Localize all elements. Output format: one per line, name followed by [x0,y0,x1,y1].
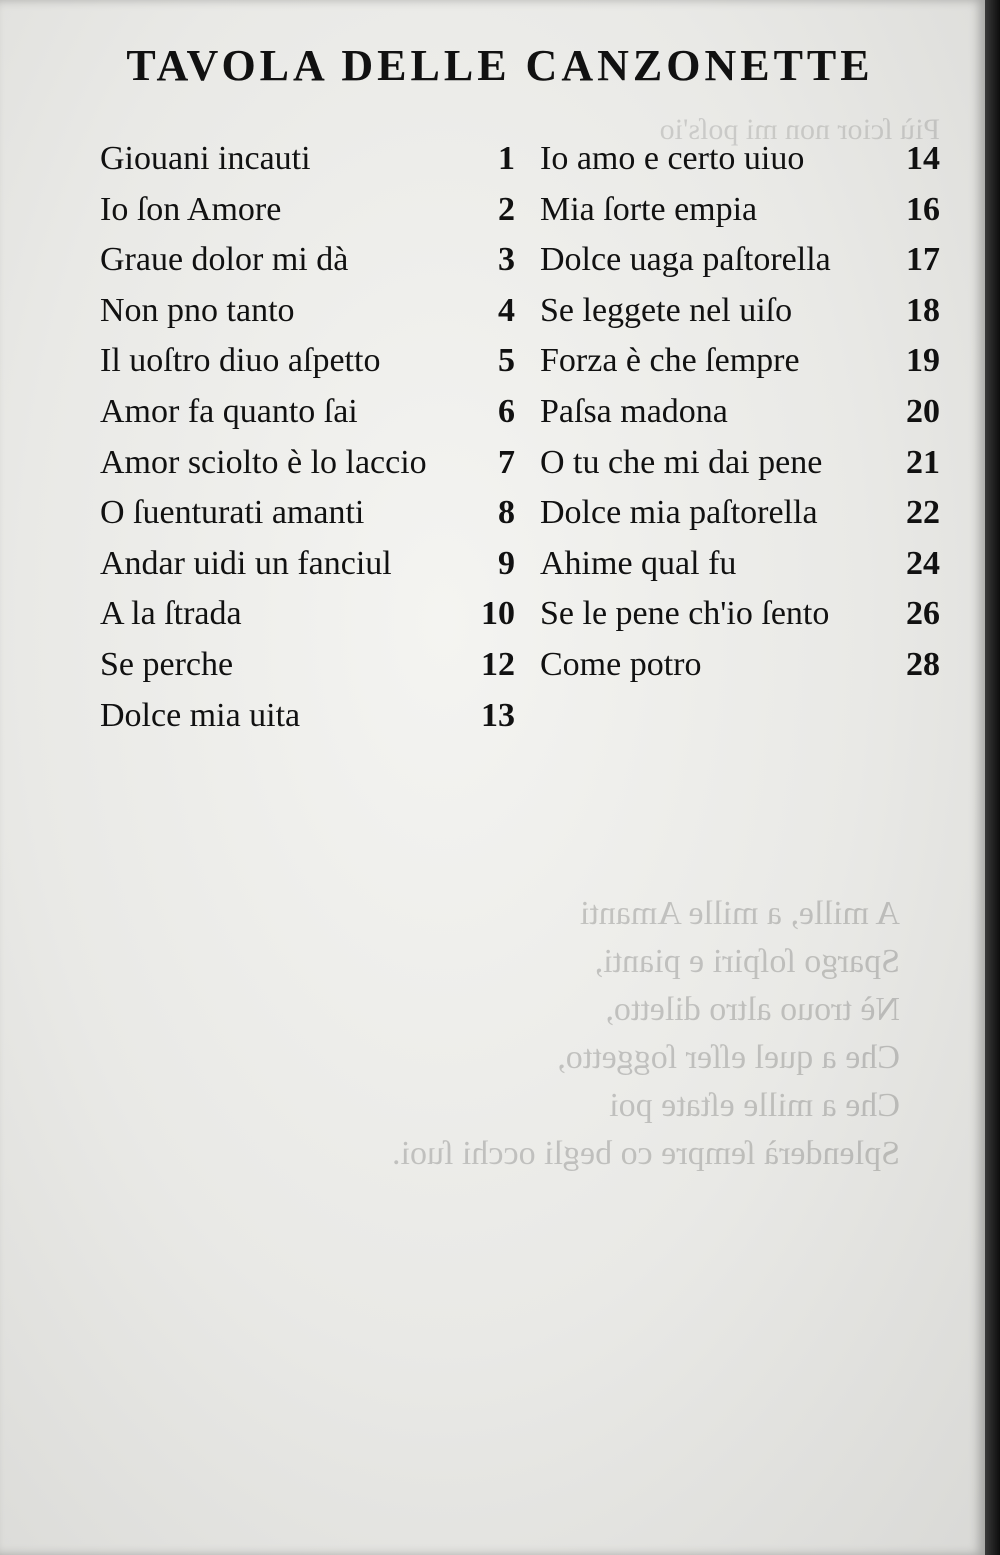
toc-entry-title: Mia ſorte empia [540,190,758,228]
page-title: TAVOLA DELLE CANZONETTE [126,41,874,90]
toc-entry [100,342,515,393]
toc-entry-title: Se leggete nel uiſo [540,291,793,329]
toc-entry-title: Io ſon Amore [100,190,282,228]
toc-entry-title: Amor fa quanto ſai [100,392,358,430]
toc-entry-page: 1 [498,140,515,177]
bleed-line: Che a quel eſſer ſoggetto, [557,1039,900,1076]
toc-entry-page: 24 [906,544,940,582]
toc-entry [540,646,940,697]
toc-entry-page: 19 [906,342,940,380]
toc-entry-title: Dolce uaga paſtorella [540,241,831,279]
toc-entry-page: 17 [906,241,940,279]
bleed-line: Che a mille eſtate poi [609,1087,900,1124]
toc-entry [540,292,940,343]
toc-entry [540,140,940,191]
toc-entry-page: 22 [906,494,940,532]
toc-entry [540,342,940,393]
toc-entry-page: 9 [498,544,515,582]
toc-entry-title: Non pno tanto [100,291,295,329]
toc-entry-page: 7 [498,443,515,481]
toc-entry-title: Paſsa madona [540,392,728,430]
toc-entry [100,140,515,191]
toc-entry-title: O tu che mi dai pene [540,443,823,481]
toc-entry-page: 13 [481,696,515,734]
toc-entry-title: Amor sciolto è lo laccio [100,443,427,481]
toc-entry [100,393,515,444]
toc-entry-title: Il uoſtro diuo aſpetto [100,342,381,380]
toc-entry-page: 21 [906,443,940,481]
toc-entry-page: 6 [498,392,515,430]
toc-entry-title: Dolce mia paſtorella [540,494,818,532]
book-spine [985,0,1000,1555]
toc-entry [540,393,940,444]
toc-entry-title: Ahime qual fu [540,544,737,582]
toc-entry-title: Giouani incauti [100,140,311,177]
toc-entry [100,444,515,495]
toc-entry-title: Io amo e certo uiuo [540,140,805,177]
toc-entry-page: 4 [498,291,515,329]
toc-entry [540,191,940,242]
toc-entry [100,241,515,292]
bleed-line: Spargo ſoſpiri e pianti, [594,943,900,980]
toc-entry [540,494,940,545]
toc-entry-title: Se perche [100,645,234,683]
toc-entry [100,292,515,343]
toc-entry-page: 10 [481,595,515,633]
toc-entry [100,191,515,242]
toc-column-left [100,140,515,747]
toc-entry-page: 16 [906,190,940,228]
toc-entry-page: 12 [481,645,515,683]
toc-entry-title: Andar uidi un fanciul [100,544,392,582]
bleed-line: Nè trouo altro diletto, [605,991,900,1028]
toc-entry [100,646,515,697]
toc-entry-page: 18 [906,291,940,329]
toc-entry-page: 3 [498,241,515,279]
toc-entry-page: 20 [906,392,940,430]
toc-entry [540,595,940,646]
toc-entry [100,595,515,646]
bleedthrough-text [240,890,900,1178]
toc-entry-title: Graue dolor mi dà [100,241,349,279]
bleed-line: A mille, a mille Amanti [579,895,900,932]
toc-entry-title: Come potro [540,645,702,683]
toc-entry-title: Se le pene ch'io ſento [540,595,830,633]
toc-column-right [540,140,940,697]
toc-entry-page: 8 [498,494,515,532]
toc-entry-title: Forza è che ſempre [540,342,800,380]
toc-entry-page: 26 [906,595,940,633]
toc-entry-page: 2 [498,190,515,228]
toc-entry-title: A la ſtrada [100,595,242,633]
toc-entry [100,494,515,545]
toc-entry [100,545,515,596]
bleed-line: Più ſcior non mi poſs'io [659,113,940,146]
toc-entry-page: 28 [906,645,940,683]
bleed-line: Splenderà ſempre co begli occhi ſuoi. [392,1135,900,1172]
toc-entry-title: Dolce mia uita [100,696,301,734]
toc-entry [540,545,940,596]
toc-entry [540,241,940,292]
toc-entry [100,697,515,748]
toc-entry-page: 5 [498,342,515,380]
toc-entry-title: O ſuenturati amanti [100,494,365,532]
toc-entry [540,444,940,495]
toc-entry-page: 14 [906,140,940,177]
